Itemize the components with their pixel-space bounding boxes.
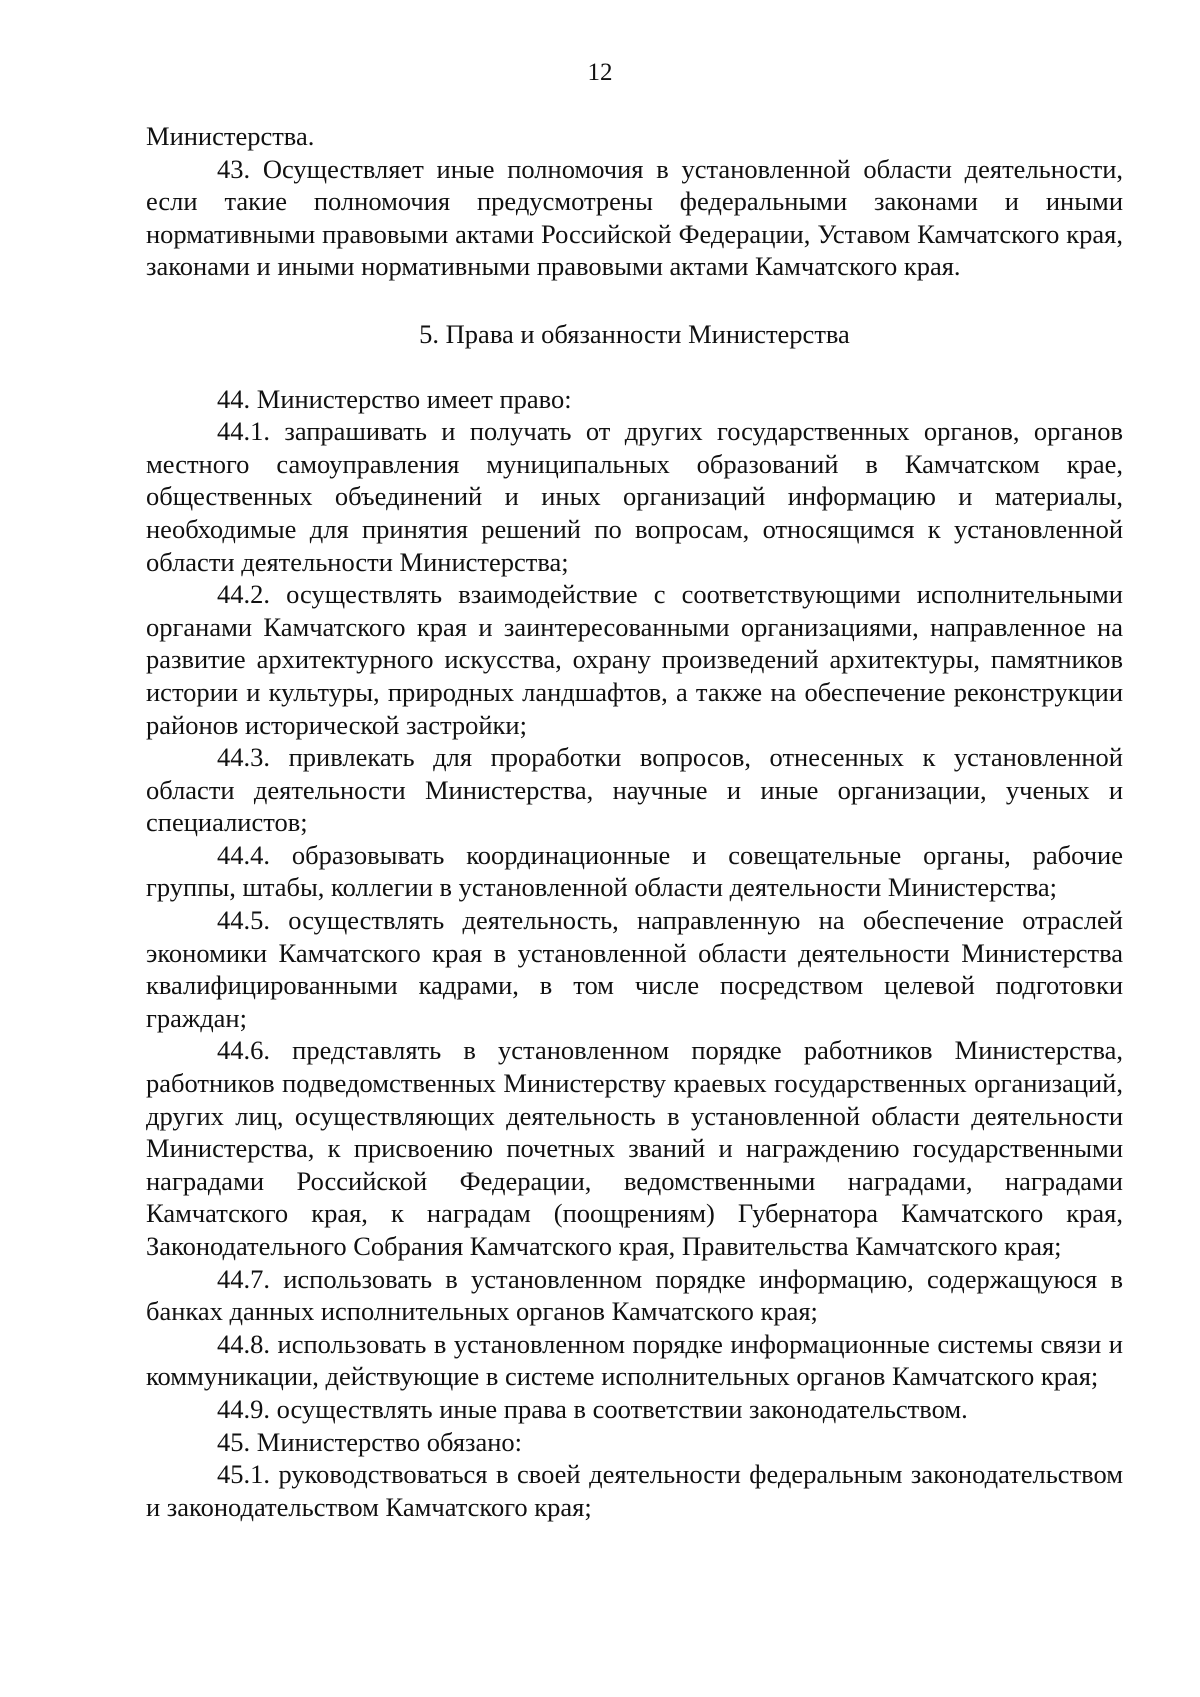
- paragraph: 44.3. привлекать для проработки вопросов, отнесенных к установленной области деятельности Министерства, научные и иные организации, ученых и специалистов;: [146, 742, 1123, 838]
- paragraph: 44.1. запрашивать и получать от других государственных органов, органов местного самоуправления муниципальных образований в Камчатском крае, общественных объединений и иных организаций информацию и материалы, необходимые для принятия решений по вопросам, относящимся к установленной области деятельности Министерства;: [146, 416, 1123, 577]
- page-number: 12: [587, 59, 613, 86]
- paragraph: Министерства.: [146, 121, 315, 151]
- section-heading: 5. Права и обязанности Министерства: [419, 318, 850, 349]
- paragraph: 44.8. использовать в установленном порядке информационные системы связи и коммуникации, действующие в системе исполнительных органов Камчатского края;: [146, 1328, 1123, 1392]
- paragraph: 44.4. образовывать координационные и совещательные органы, рабочие группы, штабы, коллегии в установленной области деятельности Министерства;: [146, 839, 1123, 903]
- paragraph: 45.1. руководствоваться в своей деятельности федеральным законодательством и законодательством Камчатского края;: [146, 1459, 1123, 1522]
- paragraph: 44. Министерство имеет право:: [217, 383, 572, 414]
- document-body: [146, 120, 1123, 1523]
- paragraph: 44.5. осуществлять деятельность, направленную на обеспечение отраслей экономики Камчатского края в установленной области деятельности Министерства квалифицированными кадрами, в том числе посредством целевой подготовки граждан;: [146, 905, 1123, 1033]
- paragraph: 44.7. использовать в установленном порядке информацию, содержащуюся в банках данных исполнительных органов Камчатского края;: [146, 1263, 1123, 1327]
- paragraph: 43. Осуществляет иные полномочия в установленной области деятельности, если такие полномочия предусмотрены федеральными законами и иными нормативными правовыми актами Российской Федерации, Уставом Камчатского края, законами и иными нормативными правовыми актами Камчатского края.: [146, 153, 1123, 282]
- paragraph: 44.9. осуществлять иные права в соответствии законодательством.: [217, 1393, 968, 1424]
- paragraph: 45. Министерство обязано:: [217, 1426, 523, 1457]
- paragraph: 44.6. представлять в установленном порядке работников Министерства, работников подведомственных Министерству краевых государственных организаций, других лиц, осуществляющих деятельность в установленной области деятельности Министерства, к присвоению почетных званий и награждению государственными наградами Российской Федерации, ведомственными наградами, наградами Камчатского края, к наградам (поощрениям) Губернатора Камчатского края, Законодательного Собрания Камчатского края, Правительства Камчатского края;: [146, 1035, 1123, 1261]
- paragraph: 44.2. осуществлять взаимодействие с соответствующими исполнительными органами Камчатского края и заинтересованными организациями, направленное на развитие архитектурного искусства, охрану произведений архитектуры, памятников истории и культуры, природных ландшафтов, а также на обеспечение реконструкции районов исторической застройки;: [146, 579, 1123, 740]
